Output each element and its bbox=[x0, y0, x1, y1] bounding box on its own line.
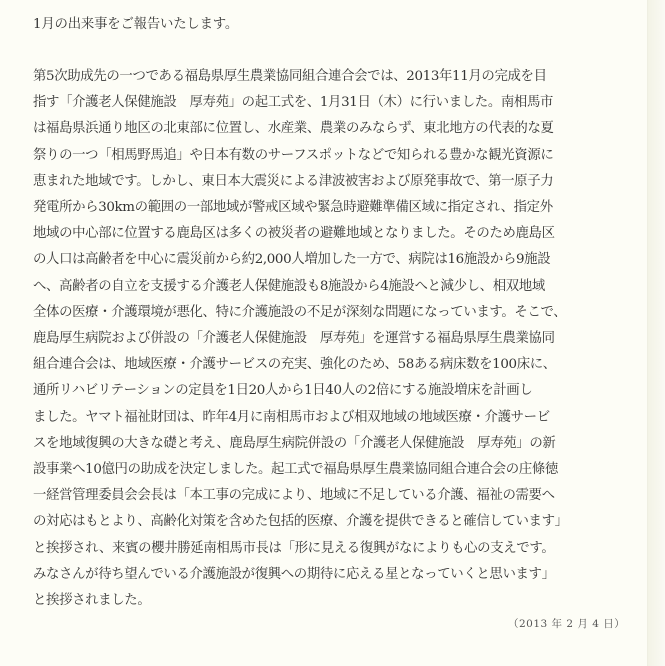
text-line: ました。ヤマト福祉財団は、昨年4月に南相馬市および相双地域の地域医療・介護サービ bbox=[33, 409, 550, 425]
text-line: 地域の中心部に位置する鹿島区は多くの被災者の避難地域となりました。そのため鹿島区 bbox=[33, 226, 555, 242]
text-line: 設事業へ10億円の助成を決定しました。起工式で福島県厚生農業協同組合連合会の庄條徳 bbox=[33, 462, 558, 478]
page-edge-shadow bbox=[647, 0, 665, 666]
text-line: は福島県浜通り地区の北東部に位置し、水産業、農業のみならず、東北地方の代表的な夏 bbox=[33, 121, 554, 137]
text-line: スを地域復興の大きな礎と考え、鹿島厚生病院併設の「介護老人保健施設 厚寿苑」の新 bbox=[33, 435, 556, 451]
text-line: 指す「介護老人保健施設 厚寿苑」の起工式を、1月31日（木）に行いました。南相馬市 bbox=[33, 95, 554, 111]
text-line: と挨拶されました。 bbox=[33, 593, 151, 609]
article-paragraph bbox=[33, 64, 645, 614]
text-line: の対応はもとより、高齢化対策を含めた包括的医療、介護を提供できると確信しています」 bbox=[33, 514, 568, 530]
text-line: 第5次助成先の一つである福島県厚生農業協同組合連合会では、2013年11月の完成を目 bbox=[33, 69, 547, 84]
text-line: へ、高齢者の自立を支援する介護老人保健施設も8施設から4施設へと減少し、相双地域 bbox=[33, 278, 545, 294]
text-line: 一経営管理委員会会長は「本工事の完成により、地域に不足している介護、福祉の需要へ bbox=[33, 488, 555, 504]
text-line: 全体の医療・介護環境が悪化、特に介護施設の不足が深刻な問題になっています。そこで、 bbox=[33, 304, 567, 320]
publish-date: （2013 年 2 月 4 日） bbox=[508, 618, 626, 630]
text-line: 祭りの一つ「相馬野馬追」や日本有数のサーフスポットなどで知られる豊かな観光資源に bbox=[33, 147, 554, 163]
text-line: 鹿島厚生病院および併設の「介護老人保健施設 厚寿苑」を運営する福島県厚生農業協同 bbox=[33, 331, 555, 347]
text-line: 組合連合会は、地域医療・介護サービスの充実、強化のため、58ある病床数を100床に、 bbox=[33, 357, 556, 373]
text-line: 発電所から30kmの範囲の一部地域が警戒区域や緊急時避難準備区域に指定され、指定外 bbox=[33, 200, 553, 216]
text-line: 通所リハビリテーションの定員を1日20人から1日40人の2倍にする施設増床を計画し bbox=[33, 383, 533, 399]
article-body bbox=[33, 12, 645, 614]
text-line: みなさんが待ち望んでいる介護施設が復興への期待に応える星となっていくと思います」 bbox=[33, 566, 555, 582]
text-line: と挨拶され、来賓の櫻井勝延南相馬市長は「形に見える復興がなによりも心の支えです。 bbox=[33, 540, 555, 556]
text-line: の人口は高齢者を中心に震災前から約2,000人増加した一方で、病院は16施設から9施設 bbox=[33, 252, 551, 268]
text-line: 恵まれた地域です。しかし、東日本大震災による津波被害および原発事故で、第一原子力 bbox=[33, 173, 554, 189]
intro-text: 1月の出来事をご報告いたします。 bbox=[33, 17, 239, 32]
